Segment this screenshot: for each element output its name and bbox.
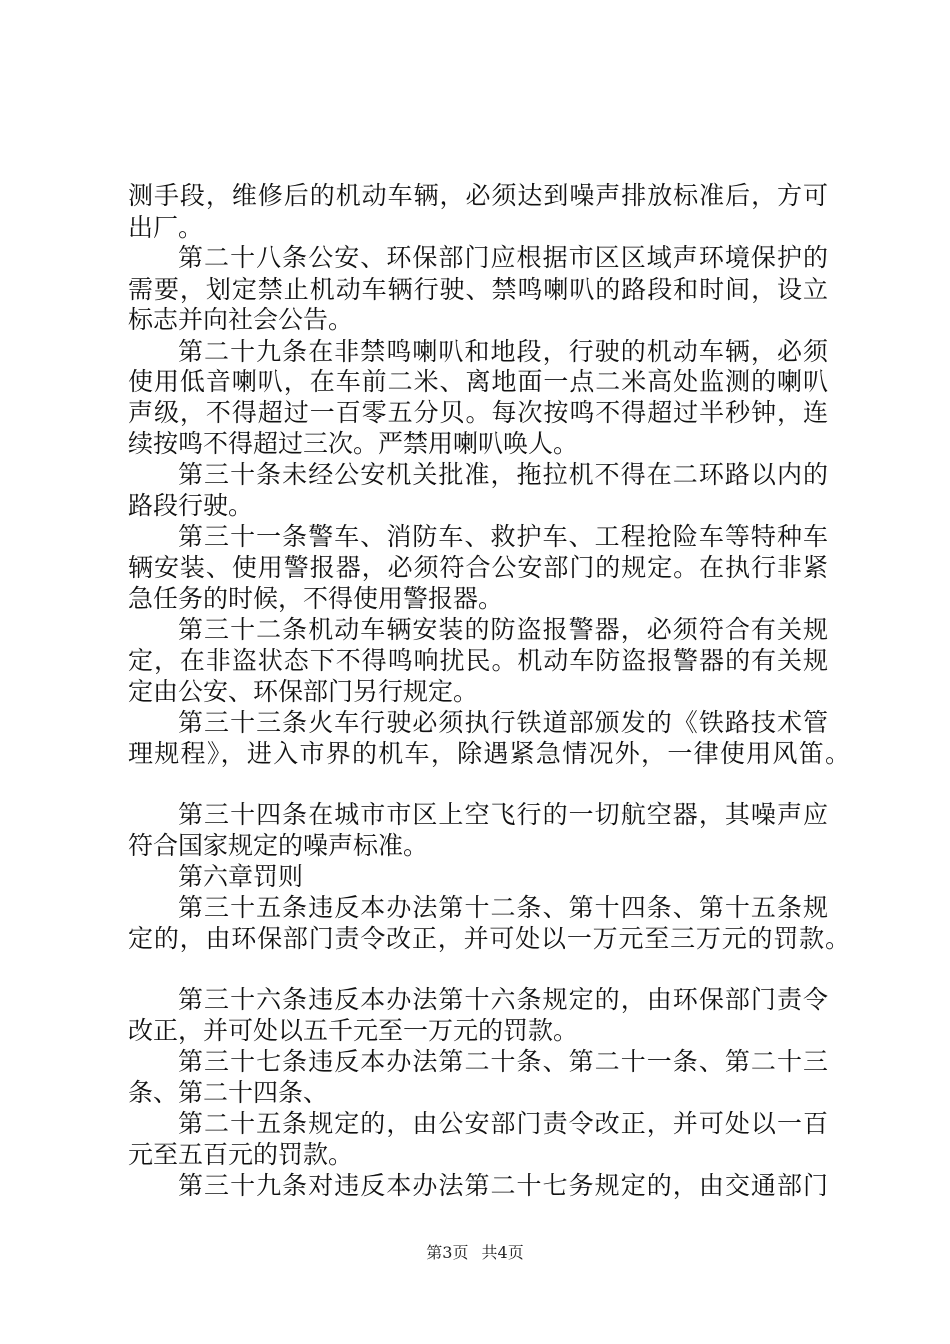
text-line: 标志并向社会公告。 (128, 305, 354, 334)
text-line: 第三十一条警车、消防车、救护车、工程抢险车等特种车 (178, 522, 828, 551)
text-line: 出厂。 (128, 213, 204, 242)
text-line: 第三十六条违反本办法第十六条规定的，由环保部门责令 (178, 985, 828, 1014)
text-line: 路段行驶。 (128, 491, 254, 520)
text-line: 第二十五条规定的，由公安部门责令改正，并可处以一百 (178, 1109, 828, 1138)
text-line: 符合国家规定的噪声标准。 (128, 831, 429, 860)
text-line: 定的，由环保部门责令改正，并可处以一万元至三万元的罚款。 (128, 924, 850, 953)
text-line: 定，在非盗状态下不得鸣响扰民。机动车防盗报警器的有关规 (128, 646, 828, 675)
page-footer (0, 1242, 950, 1264)
text-line: 急任务的时候，不得使用警报器。 (128, 584, 504, 613)
text-line: 第二十九条在非禁鸣喇叭和地段，行驶的机动车辆，必须 (178, 337, 828, 366)
text-line: 条、第二十四条、 (128, 1078, 329, 1107)
chapter-heading: 第六章罚则 (178, 862, 304, 891)
text-line: 改正，并可处以五千元至一万元的罚款。 (128, 1016, 579, 1045)
text-line: 使用低音喇叭，在车前二米、离地面一点二米高处监测的喇叭 (128, 367, 828, 396)
text-line: 第三十二条机动车辆安装的防盗报警器，必须符合有关规 (178, 615, 828, 644)
text-line: 第三十条未经公安机关批准，拖拉机不得在二环路以内的 (178, 460, 828, 489)
text-line: 续按鸣不得超过三次。严禁用喇叭唤人。 (128, 429, 579, 458)
text-line: 辆安装、使用警报器，必须符合公安部门的规定。在执行非紧 (128, 553, 828, 582)
text-line: 第三十四条在城市市区上空飞行的一切航空器，其噪声应 (178, 800, 828, 829)
text-line: 第三十九条对违反本办法第二十七务规定的，由交通部门 (178, 1171, 828, 1200)
text-line: 测手段，维修后的机动车辆，必须达到噪声排放标准后，方可 (128, 181, 828, 210)
text-line: 第三十七条违反本办法第二十条、第二十一条、第二十三 (178, 1047, 828, 1076)
text-line: 需要，划定禁止机动车辆行驶、禁鸣喇叭的路段和时间，设立 (128, 275, 828, 304)
text-line: 第二十八条公安、环保部门应根据市区区域声环境保护的 (178, 243, 828, 272)
page-total: 共4页 (481, 1243, 524, 1262)
text-line: 第三十三条火车行驶必须执行铁道部颁发的《铁路技术管 (178, 708, 828, 737)
text-line: 声级，不得超过一百零五分贝。每次按鸣不得超过半秒钟，连 (128, 398, 828, 427)
text-line: 元至五百元的罚款。 (128, 1140, 354, 1169)
text-line: 理规程》，进入市界的机车，除遇紧急情况外，一律使用风笛。 (128, 739, 850, 768)
text-line: 第三十五条违反本办法第十二条、第十四条、第十五条规 (178, 893, 828, 922)
page-number: 第3页 (426, 1243, 469, 1262)
text-line: 定由公安、环保部门另行规定。 (128, 677, 479, 706)
